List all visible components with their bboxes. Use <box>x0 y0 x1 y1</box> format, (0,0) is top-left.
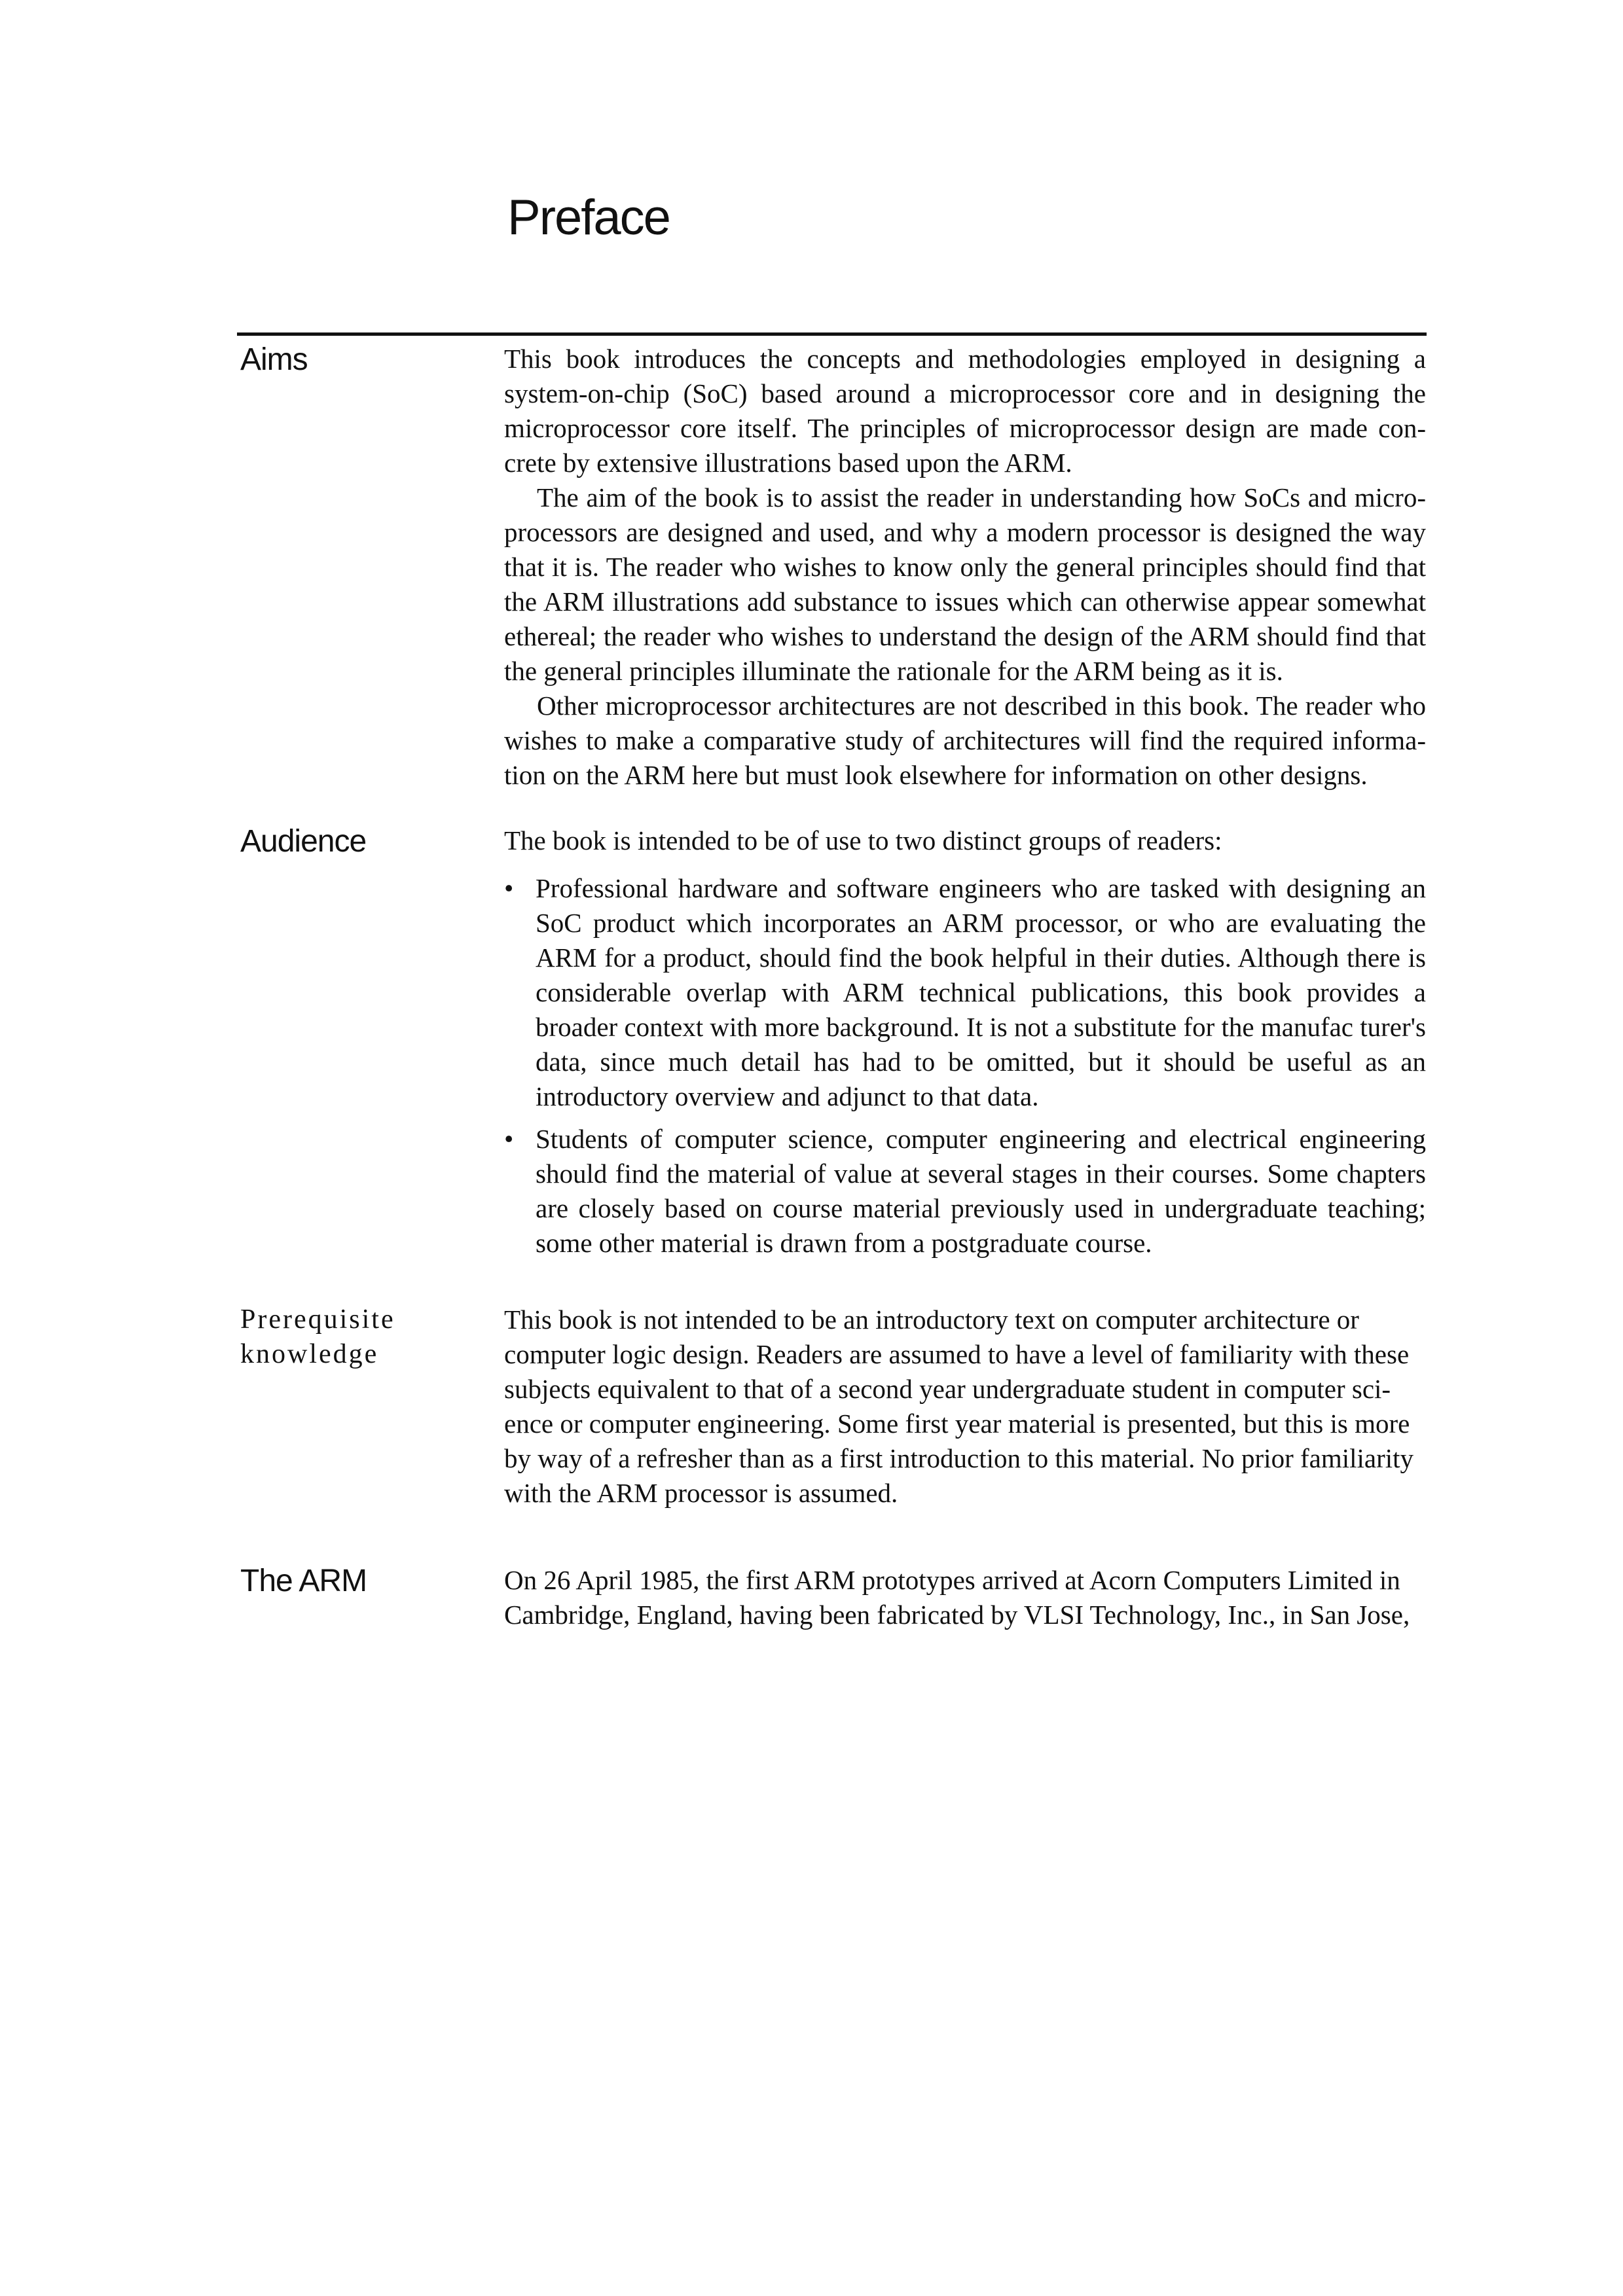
section-label-prerequisite <box>240 1302 395 1372</box>
page-title: Preface <box>507 190 670 245</box>
the-arm-paragraph: On 26 April 1985, the first ARM prototypes arrived at Acorn Computers Limited in Cambridge, England, having been fabricated by VLSI Technology, Inc., in San Jose, <box>504 1565 1410 1630</box>
audience-bullet-text: Professional hardware and software engineers who are tasked with designing an SoC product which incorporates an ARM processor, or who are evaluating the ARM for a product, should find the book helpful in their duties. Although there is considerable overlap with ARM technical publications, this book provides a broader context with more background. It is not a substitute for the manufac turer's data, since much detail has had to be omitted, but it should be useful as an introductory overview and adjunct to that data. <box>536 873 1426 1111</box>
aims-paragraph-1: This book introduces the concepts and methodologies employed in designing a system-on-chip (SoC) based around a microprocessor core and in designing the microprocessor core itself. The principles of microprocessor design are made con-crete by extensive illustrations based upon the ARM. <box>504 344 1426 478</box>
section-body-prerequisite <box>504 1302 1426 1511</box>
bullet-icon: • <box>504 1124 514 1154</box>
section-body-audience <box>504 823 1426 1268</box>
audience-bullet-item <box>504 1122 1426 1261</box>
section-label-audience: Audience <box>240 824 367 859</box>
prerequisite-label-line-2: knowledge <box>240 1339 379 1369</box>
section-body-the-arm <box>504 1563 1426 1632</box>
section-label-aims: Aims <box>240 342 308 377</box>
audience-intro: The book is intended to be of use to two distinct groups of readers: <box>504 825 1222 855</box>
prerequisite-label-line-1: Prerequisite <box>240 1304 395 1335</box>
section-body-aims <box>504 342 1426 793</box>
audience-bullet-item <box>504 871 1426 1114</box>
prerequisite-paragraph: This book is not intended to be an introductory text on computer architecture or computer logic design. Readers are assumed to have a level of familiarity with these subjects equivalent to that of a second year undergraduate student in computer sci-ence or computer engineering. Some first year material is presented, but this is more by way of a refresher than as a first introduction to this material. No prior familiarity with the ARM processor is assumed. <box>504 1304 1414 1508</box>
audience-bullet-text: Students of computer science, computer engineering and electrical engineering should find the material of value at several stages in their courses. Some chapters are closely based on course material previously used in undergraduate teaching; some other material is drawn from a postgraduate course. <box>536 1124 1426 1258</box>
aims-paragraph-2: The aim of the book is to assist the reader in understanding how SoCs and micro-processors are designed and used, and why a modern processor is designed the way that it is. The reader who wishes to know only the general principles should find that the ARM illustrations add substance to issues which can otherwise appear somewhat ethereal; the reader who wishes to understand the design of the ARM should find that the general principles illuminate the rationale for the ARM being as it is. <box>504 482 1426 686</box>
bullet-icon: • <box>504 873 514 903</box>
audience-bullet-list <box>504 871 1426 1261</box>
section-label-the-arm: The ARM <box>240 1564 367 1598</box>
header-rule <box>237 332 1427 336</box>
aims-paragraph-3: Other microprocessor architectures are not described in this book. The reader who wishes to make a comparative study of architectures will find the required informa-tion on the ARM here but must look elsewhere for information on other designs. <box>504 691 1426 790</box>
